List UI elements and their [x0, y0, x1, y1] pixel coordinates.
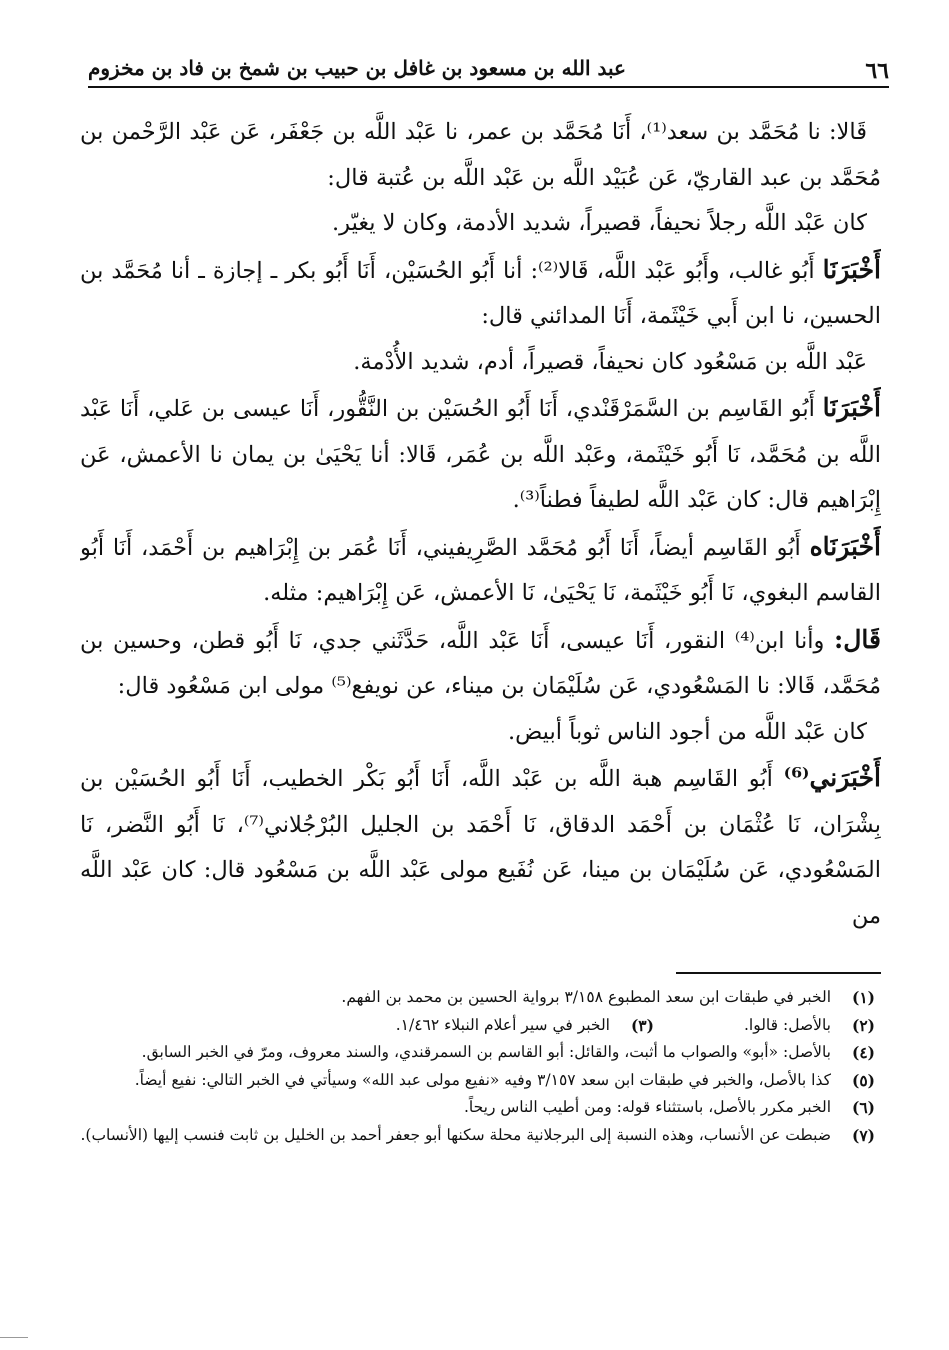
paragraph-text: أَبُو القَاسِم أيضاً، أَنَا أَبُو مُحَمَّد الصَّرِيفيني، أَنَا عُمَر بن إِبْرَاهيم بن أَحْمَد، أَنَا أَبُو القاسم البغوي، نَا أَبُو خَيْثَمة، نَا يَحْيَىٰ، نَا الأعمش، عَن إِبْرَاهيم: مثله.: [80, 534, 881, 606]
footnotes: [74, 984, 875, 1284]
chain-lead-word: قَال:: [834, 624, 881, 654]
footnote: [74, 1067, 875, 1095]
paragraph: [80, 201, 881, 247]
footnote-number: (٥): [851, 1070, 875, 1090]
paragraph: [80, 340, 881, 386]
paragraph: [80, 247, 881, 340]
footnote-separator: [676, 972, 881, 974]
footnote-number: (٢): [851, 1015, 875, 1035]
paragraph-text: كان عَبْد اللَّه من أجود الناس ثوباً أبيض.: [507, 718, 867, 745]
running-title: عبد الله بن مسعود بن غافل بن حبيب بن شمخ بن فاد بن مخزوم: [88, 56, 626, 80]
paragraph-text: أَبُو القَاسِم هبة اللَّه بن عَبْد اللَّه، أَنَا أَبُو بَكْر الخطيب، أَنَا أَبُو الحُسَيْن بن بِشْرَان، نَا عُثْمَان بن أَحْمَد الدقاق، نَا أَحْمَد بن الجليل البُرْجُلاني⁽⁷⁾، نَا أَبُو النَّضر، نَا المَسْعُودي، عَن سُلَيْمَان بن مينا، عَن نُفَيع مولى عَبْد اللَّه بن مَسْعُود قال: كان عَبْد اللَّه من: [80, 766, 881, 929]
footnote: [74, 984, 875, 1012]
footnote: [74, 1094, 875, 1122]
chain-lead-word: أَخْبَرَنَا: [822, 254, 881, 284]
chain-lead-word: أَخْبَرَنَا: [822, 393, 881, 422]
paragraph-text: وأنا ابن⁽⁴⁾ النقور، أَنَا عيسى، أَنَا عَبْد اللَّه، حَدَّثَني جدي، نَا أَبُو قطن، وحسين بن مُحَمَّد، قَالا: نا المَسْعُودي، عَن سُلَيْمَان بن ميناء، عن نويفع⁽⁵⁾ مولى ابن مَسْعُود قال:: [80, 627, 881, 699]
footnote-number: (٦): [851, 1098, 875, 1117]
paragraph: [80, 524, 881, 617]
footnote: [396, 1012, 654, 1040]
scan-edge-mark: [0, 1337, 28, 1338]
footnote: [74, 1039, 875, 1067]
paragraph: [80, 617, 881, 710]
page-number: ٦٦: [865, 58, 889, 84]
main-text: [80, 110, 881, 970]
paragraph-text: عَبْد اللَّه بن مَسْعُود كان نحيفاً، قصيراً، أدم، شديد الأُدْمة.: [353, 348, 867, 375]
footnote-row: [74, 1012, 875, 1040]
footnote-number: (٧): [851, 1125, 875, 1145]
paragraph-text: أَبُو القَاسِم بن السَّمَرْقَنْدي، أَنَا أَبُو الحُسَيْن بن النَّقُّور، أَنَا عيسى بن عَلي، أَنَا عَبْد اللَّه بن مُحَمَّد، نَا أَبُو خَيْثَمة، وعَبْد اللَّه بن عُمَر، قَالا: أنا يَحْيَىٰ بن يمان نا الأعمش، عَن إِبْرَاهيم قال: كان عَبْد اللَّه لطيفاً فطناً⁽³⁾.: [80, 396, 881, 513]
footnote-text: الخبر في طبقات ابن سعد المطبوع ٣/١٥٨ برواية الحسين بن محمد بن الفهم.: [341, 988, 831, 1006]
paragraph-text: أَبُو غالب، وأَبُو عَبْد اللَّه، قَالا⁽²⁾: أنا أَبُو الحُسَيْن، أَنَا أَبُو بكر ـ إجازة ـ أنا مُحَمَّد بن الحسين، نا ابن أَبي خَيْثَمة، أَنَا المدائني قال:: [80, 257, 881, 329]
paragraph: [80, 385, 881, 524]
footnote: [74, 1122, 875, 1150]
footnote-text: بالأصل: «أبو» والصواب ما أثبت، والقائل: أبو القاسم بن السمرقندي، والسند معروف، ومرّ في الخبر السابق.: [141, 1043, 831, 1061]
footnote-text: الخبر في سير أعلام النبلاء ١/٤٦٢.: [395, 1015, 610, 1034]
paragraph: [80, 110, 881, 201]
footnote-number: (٤): [851, 1043, 875, 1062]
page-header: [88, 52, 889, 88]
footnote-text: بالأصل: قالوا.: [743, 1015, 831, 1034]
paragraph: [80, 755, 881, 939]
chain-lead-word: أَخْبَرَنَاه: [809, 531, 881, 561]
paragraph: [80, 710, 881, 756]
footnote-number: (١): [851, 988, 875, 1007]
paragraph-text: كان عَبْد اللَّه رجلاً نحيفاً، قصيراً، شديد الأدمة، وكان لا يغيّر.: [332, 210, 867, 236]
paragraph-text: قَالا: نا مُحَمَّد بن سعد⁽¹⁾، أَنَا مُحَمَّد بن عمر، نا عَبْد اللَّه بن جَعْفَر، عَن عَبْد الرَّحْمن بن مُحَمَّد بن عبد القاريّ، عَن عُبَيْد اللَّه بن عَبْد اللَّه بن عُتبة قال:: [80, 119, 881, 191]
chain-lead-word: أَخْبَرَني⁽⁶⁾: [783, 763, 881, 792]
footnote-number: (٣): [630, 1015, 654, 1035]
footnote-text: الخبر مكرر بالأصل، باستثناء قوله: ومن أطيب الناس ريحاً.: [463, 1098, 831, 1116]
footnote-text: ضبطت عن الأنساب، وهذه النسبة إلى البرجلانية محلة سكنها أبو جعفر أحمد بن الخليل بن ثابت فنسب إليها (الأنساب).: [80, 1125, 831, 1144]
footnote-text: كذا بالأصل، والخبر في طبقات ابن سعد ٣/١٥٧ وفيه «نفيع مولى عبد الله» وسيأتي في الخبر التالي: نفيع أيضاً.: [134, 1070, 831, 1089]
